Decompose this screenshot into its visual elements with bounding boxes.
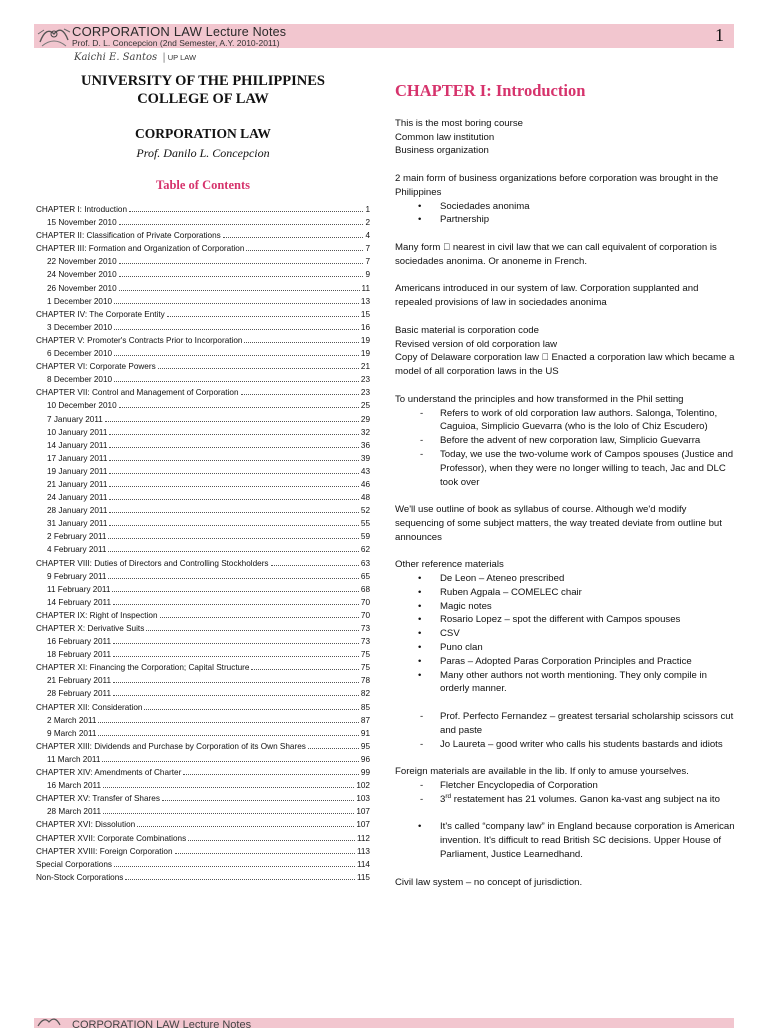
professors-list	[395, 710, 735, 751]
toc-dot-leader	[114, 295, 359, 304]
toc-entry-label: Special Corporations	[36, 859, 113, 869]
toc-entry-page: 68	[360, 584, 370, 594]
toc-entry-page: 19	[360, 335, 370, 345]
toc-entry-chapter[interactable]	[36, 858, 370, 871]
toc-dot-leader	[162, 792, 354, 801]
list-item: • Partnership	[395, 213, 735, 227]
toc-entry-page: 25	[360, 401, 370, 411]
course-title: CORPORATION LAW	[135, 126, 271, 141]
toc-entry-date[interactable]	[36, 295, 370, 308]
civil-law-paragraph: Civil law system – no concept of jurisdiction.	[395, 876, 583, 888]
basic-material-paragraph: Basic material is corporation code Revised version of old corporation law Copy of Delaware corporation law Enacted a corporation law which became a model of all corporation laws in the US	[395, 324, 725, 378]
toc-entry-label: CHAPTER V: Promoter's Contracts Prior to Incorporation	[36, 335, 243, 345]
toc-entry-label: 1 December 2010	[47, 296, 113, 306]
toc-entry-page: 75	[360, 663, 370, 673]
toc-entry-label: 24 January 2011	[47, 493, 108, 503]
toc-dot-leader	[125, 871, 355, 880]
toc-entry-date[interactable]	[36, 478, 370, 491]
toc-dot-leader	[146, 622, 359, 631]
toc-entry-page: 75	[360, 650, 370, 660]
toc-dot-leader	[175, 845, 355, 854]
toc-entry-page: 1	[365, 205, 370, 214]
understand-paragraph: To understand the principles and how transformed in the Phil setting	[395, 393, 684, 405]
toc-entry-page: 4	[365, 231, 370, 241]
toc-dot-leader	[160, 609, 359, 618]
toc-entry-date[interactable]	[36, 530, 370, 543]
list-item: - Prof. Perfecto Fernandez – greatest tersarial scholarship scissors cut and paste	[395, 710, 735, 738]
toc-dot-leader	[119, 268, 364, 277]
toc-entry-date[interactable]	[36, 399, 370, 412]
toc-dot-leader	[98, 714, 358, 723]
toc-entry-label: 7 January 2011	[47, 414, 103, 424]
toc-dot-leader	[109, 504, 359, 513]
toc-entry-date[interactable]	[36, 452, 370, 465]
toc-entry-date[interactable]	[36, 727, 370, 740]
professor-name: Prof. Danilo L. Concepcion	[136, 146, 270, 160]
toc-dot-leader	[114, 858, 355, 867]
two-forms-paragraph: 2 main form of business organizations before corporation was brought in the Philippines	[395, 172, 719, 198]
toc-entry-label: 2 March 2011	[47, 715, 97, 725]
toc-entry-label: 2 February 2011	[47, 532, 107, 542]
toc-entry-chapter[interactable]	[36, 832, 370, 845]
toc-entry-label: 16 February 2011	[47, 637, 112, 647]
toc-entry-label: 3 December 2010	[47, 322, 113, 332]
toc-entry-page: 16	[360, 322, 370, 332]
toc-entry-label: 11 February 2011	[47, 584, 111, 594]
list-item: • It's called “company law” in England because corporation is American invention. It's difficult to read British SC decisions. Upper House of Parliament, Justice Learnedhand.	[395, 820, 735, 861]
toc-dot-leader	[109, 465, 359, 474]
toc-dot-leader	[188, 832, 355, 841]
toc-entry-chapter[interactable]	[36, 557, 370, 570]
toc-dot-leader	[113, 674, 359, 683]
list-item: • Rosario Lopez – spot the different with Campos spouses	[395, 613, 735, 627]
toc-entry-chapter[interactable]	[36, 818, 370, 831]
toc-entry-page: 102	[356, 781, 370, 791]
toc-entry-page: 63	[360, 558, 370, 568]
toc-entry-chapter[interactable]	[36, 766, 370, 779]
toc-entry-label: 4 February 2011	[47, 545, 107, 555]
toc-entry-page: 36	[360, 440, 370, 450]
toc-dot-leader	[119, 255, 364, 264]
toc-dot-leader	[114, 321, 359, 330]
toc-entry-date[interactable]	[36, 635, 370, 648]
toc-entry-date[interactable]	[36, 268, 370, 281]
left-column	[36, 70, 370, 884]
school-seal-icon	[36, 20, 72, 50]
chapter-title: CHAPTER I: Introduction	[395, 81, 586, 100]
toc-entry-label: CHAPTER VIII: Duties of Directors and Controlling Stockholders	[36, 558, 269, 568]
toc-entry-page: 114	[356, 859, 370, 869]
toc-dot-leader	[109, 426, 359, 435]
toc-entry-date[interactable]	[36, 373, 370, 386]
toc-dot-leader	[109, 491, 359, 500]
toc-entry-date[interactable]	[36, 216, 370, 229]
toc-dot-leader	[109, 452, 359, 461]
toc-entry-label: 16 March 2011	[47, 781, 102, 791]
toc-entry-page: 115	[356, 872, 370, 882]
toc-entry-label: 11 March 2011	[47, 754, 101, 764]
toc-dot-leader	[271, 557, 359, 566]
toc-entry-page: 59	[360, 532, 370, 542]
toc-entry-page: 29	[360, 414, 370, 424]
toc-entry-page: 39	[360, 453, 370, 463]
toc-entry-label: 6 December 2010	[47, 349, 113, 359]
toc-entry-chapter[interactable]	[36, 360, 370, 373]
list-item: • Ruben Agpala – COMELEC chair	[395, 586, 735, 600]
toc-entry-page: 70	[360, 597, 370, 607]
page-header	[0, 0, 768, 70]
other-references-heading: Other reference materials	[395, 559, 504, 571]
toc-entry-label: 28 January 2011	[47, 506, 108, 516]
toc-entry-page: 7	[365, 244, 370, 254]
toc-entry-label: CHAPTER XVII: Corporate Combinations	[36, 833, 187, 843]
toc-dot-leader	[109, 439, 359, 448]
list-item: • CSV	[395, 627, 735, 641]
toc-entry-page: 7	[365, 257, 370, 267]
many-form-paragraph: Many form nearest in civil law that we can call equivalent of corporation is sociedades anonima. Or anoneme in French.	[395, 241, 707, 267]
toc-entry-page: 85	[360, 702, 370, 712]
toc-dot-leader	[246, 242, 363, 251]
toc-entry-page: 78	[360, 676, 370, 686]
understand-list	[395, 407, 735, 490]
toc-entry-chapter[interactable]	[36, 203, 370, 216]
toc-entry-label: CHAPTER XVI: Dissolution	[36, 820, 136, 830]
toc-entry-page: 32	[360, 427, 370, 437]
list-item: • Paras – Adopted Paras Corporation Principles and Practice	[395, 655, 735, 669]
toc-entry-chapter[interactable]	[36, 740, 370, 753]
toc-dot-leader	[223, 229, 364, 238]
toc-entry-label: CHAPTER XII: Consideration	[36, 702, 143, 712]
toc-entry-page: 112	[356, 833, 370, 843]
toc-entry-label: 28 February 2011	[47, 689, 112, 699]
toc-entry-label: CHAPTER XIII: Dividends and Purchase by Corporation of its Own Shares	[36, 741, 306, 751]
toc-title: Table of Contents	[156, 178, 250, 192]
toc-entry-page: 43	[360, 466, 370, 476]
toc-entry-date[interactable]	[36, 413, 370, 426]
toc-dot-leader	[108, 570, 358, 579]
toc-dot-leader	[114, 373, 359, 382]
list-item: - Refers to work of old corporation law authors. Salonga, Tolentino, Caguioa, Simplicio Guevarra (who is the lolo of Chiz Escudero)	[395, 407, 735, 435]
toc-entry-page: 82	[360, 689, 370, 699]
toc-entry-date[interactable]	[36, 779, 370, 792]
toc-entry-date[interactable]	[36, 648, 370, 661]
toc-dot-leader	[113, 687, 359, 696]
toc-entry-page: 15	[360, 309, 370, 319]
toc-entry-date[interactable]	[36, 753, 370, 766]
toc-entry-page: 62	[360, 545, 370, 555]
toc-entry-page: 107	[356, 807, 370, 817]
toc-entry-page: 103	[356, 794, 370, 804]
toc-entry-label: 9 March 2011	[47, 728, 97, 738]
toc-entry-date[interactable]	[36, 687, 370, 700]
toc-entry-chapter[interactable]	[36, 792, 370, 805]
toc-entry-date[interactable]	[36, 543, 370, 556]
toc-dot-leader	[98, 727, 358, 736]
toc-entry-label: 31 January 2011	[47, 519, 108, 529]
toc-entry-label: CHAPTER VII: Control and Management of Corporation	[36, 388, 239, 398]
toc-dot-leader	[113, 648, 359, 657]
header-subtitle: Prof. D. L. Concepcion (2nd Semester, A.Y. 2010-2011)	[72, 38, 280, 48]
toc-entry-chapter[interactable]	[36, 871, 370, 884]
toc-entry-page: 91	[360, 728, 370, 738]
toc-entry-label: 14 January 2011	[47, 440, 108, 450]
toc-entry-label: 21 February 2011	[47, 676, 112, 686]
header-author: Kaichi E. Santos | UP LAW	[74, 52, 197, 63]
toc-entry-page: 46	[360, 479, 370, 489]
two-forms-list	[395, 200, 735, 228]
toc-entry-label: 10 December 2010	[47, 401, 117, 411]
toc-entry-label: 18 February 2011	[47, 650, 112, 660]
toc-entry-page: 96	[360, 754, 370, 764]
company-law-list	[395, 820, 735, 861]
toc-entry-date[interactable]	[36, 583, 370, 596]
toc-entry-page: 113	[356, 846, 370, 856]
toc-entry-page: 73	[360, 637, 370, 647]
toc-entry-label: 21 January 2011	[47, 479, 108, 489]
toc-entry-label: CHAPTER VI: Corporate Powers	[36, 362, 156, 372]
other-references-list	[395, 572, 735, 696]
toc-entry-label: 19 January 2011	[47, 466, 108, 476]
list-item: - Jo Laureta – good writer who calls his students bastards and idiots	[395, 738, 735, 752]
toc-entry-label: CHAPTER XVIII: Foreign Corporation	[36, 846, 173, 856]
footer-title: CORPORATION LAW Lecture Notes	[72, 1019, 252, 1031]
toc-dot-leader	[114, 347, 359, 356]
toc-entry-label: CHAPTER I: Introduction	[36, 205, 128, 214]
toc-entry-page: 87	[360, 715, 370, 725]
university-heading: UNIVERSITY OF THE PHILIPPINES COLLEGE OF LAW	[80, 73, 325, 107]
toc-entry-page: 48	[360, 493, 370, 503]
toc-dot-leader	[183, 766, 359, 775]
toc-entry-page: 52	[360, 506, 370, 516]
toc-entry-label: Non-Stock Corporations	[36, 872, 124, 882]
toc-entry-page: 19	[360, 349, 370, 359]
chapter-content	[395, 70, 735, 903]
toc-entry-label: 9 February 2011	[47, 571, 107, 581]
toc-entry-chapter[interactable]	[36, 334, 370, 347]
toc-entry-date[interactable]	[36, 674, 370, 687]
toc-entry-label: 15 November 2010	[47, 218, 117, 228]
toc-dot-leader	[108, 543, 358, 552]
list-item: • Sociedades anonima	[395, 200, 735, 214]
toc-entry-label: CHAPTER XV: Transfer of Shares	[36, 794, 160, 804]
toc-dot-leader	[241, 386, 359, 395]
toc-entry-label: CHAPTER II: Classification of Private Corporations	[36, 231, 221, 241]
toc-dot-leader	[112, 583, 358, 592]
toc-entry-page: 2	[365, 218, 370, 228]
intro-lines: This is the most boring course Common law institution Business organization	[395, 117, 523, 157]
toc-entry-page: 23	[360, 388, 370, 398]
toc-entry-chapter[interactable]	[36, 308, 370, 321]
americans-paragraph: Americans introduced in our system of law. Corporation supplanted and repealed provisions of law in sociedades anonima	[395, 283, 699, 309]
toc-dot-leader	[113, 596, 359, 605]
toc-entry-page: 55	[360, 519, 370, 529]
toc-dot-leader	[244, 334, 358, 343]
toc-entry-chapter[interactable]	[36, 661, 370, 674]
list-item: • De Leon – Ateneo prescribed	[395, 572, 735, 586]
toc-entry-label: 17 January 2011	[47, 453, 108, 463]
foreign-materials-list	[395, 779, 735, 807]
toc-entry-date[interactable]	[36, 347, 370, 360]
toc-entry-page: 95	[360, 741, 370, 751]
toc-entry-label: CHAPTER XI: Financing the Corporation; Capital Structure	[36, 663, 250, 673]
toc-dot-leader	[113, 635, 359, 644]
toc-entry-date[interactable]	[36, 504, 370, 517]
toc-entry-date[interactable]	[36, 465, 370, 478]
toc-entry-date[interactable]	[36, 596, 370, 609]
toc-entry-chapter[interactable]	[36, 622, 370, 635]
toc-entry-label: CHAPTER X: Derivative Suits	[36, 624, 145, 633]
list-item: • Magic notes	[395, 600, 735, 614]
toc-dot-leader	[158, 360, 359, 369]
toc-entry-label: CHAPTER IX: Right of Inspection	[36, 610, 158, 620]
toc-entry-page: 65	[360, 571, 370, 581]
toc-dot-leader	[119, 282, 360, 291]
outline-paragraph: We'll use outline of book as syllabus of course. Although we'd modify sequencing of some subject matters, the way treated deviate from outline but announces	[395, 504, 722, 543]
toc-entry-date[interactable]	[36, 282, 370, 295]
toc-entry-page: 73	[360, 624, 370, 633]
toc-dot-leader	[167, 308, 359, 317]
toc-entry-label: 14 February 2011	[47, 597, 112, 607]
toc-entry-label: 28 March 2011	[47, 807, 102, 817]
toc-entry-page: 107	[356, 820, 370, 830]
toc-entry-page: 21	[360, 362, 370, 372]
toc-entry-page: 11	[361, 283, 370, 293]
toc-dot-leader	[251, 661, 358, 670]
foreign-materials-paragraph: Foreign materials are available in the lib. If only to amuse yourselves.	[395, 766, 689, 778]
page-number: 1	[715, 25, 724, 45]
toc-entry-date[interactable]	[36, 570, 370, 583]
toc-entry-label: 24 November 2010	[47, 270, 117, 280]
toc-entry-date[interactable]	[36, 517, 370, 530]
toc-dot-leader	[144, 701, 358, 710]
toc-entry-date[interactable]	[36, 805, 370, 818]
toc-entry-chapter[interactable]	[36, 386, 370, 399]
toc-entry-date[interactable]	[36, 714, 370, 727]
header-title: CORPORATION LAW Lecture Notes	[72, 24, 287, 39]
toc-dot-leader	[105, 413, 359, 422]
list-item: - 3rd restatement has 21 volumes. Ganon ka-vast ang subject na ito	[395, 793, 735, 807]
toc-dot-leader	[109, 517, 359, 526]
toc-entry-chapter[interactable]	[36, 609, 370, 622]
toc-entry-label: CHAPTER IV: The Corporate Entity	[36, 309, 165, 319]
toc-entry-label: CHAPTER XIV: Amendments of Charter	[36, 768, 182, 778]
toc-dot-leader	[108, 530, 358, 539]
toc-entry-page: 9	[365, 270, 370, 280]
toc-entry-page: 13	[360, 296, 370, 306]
toc-entry-page: 70	[360, 610, 370, 620]
toc-dot-leader	[137, 818, 354, 827]
toc-entry-label: CHAPTER III: Formation and Organization of Corporation	[36, 244, 245, 254]
toc-dot-leader	[119, 399, 359, 408]
toc-entry-chapter[interactable]	[36, 242, 370, 255]
toc-dot-leader	[129, 203, 363, 212]
toc-entry-date[interactable]	[36, 255, 370, 268]
toc-entry-chapter[interactable]	[36, 845, 370, 858]
list-item: • Puno clan	[395, 641, 735, 655]
toc-dot-leader	[103, 805, 354, 814]
list-item: - Today, we use the two-volume work of Campos spouses (Justice and Professor), when they were no longer willing to teach, Jac and DLC took over	[395, 448, 735, 489]
school-seal-icon	[36, 1016, 62, 1028]
toc-entry-date[interactable]	[36, 426, 370, 439]
toc-entry-page: 23	[360, 375, 370, 385]
next-page-header	[0, 1010, 768, 1031]
toc-dot-leader	[109, 478, 359, 487]
toc-dot-leader	[103, 779, 354, 788]
list-item: • Many other authors not worth mentioning. They only compile in orderly manner.	[395, 669, 735, 697]
toc-entry-chapter[interactable]	[36, 229, 370, 242]
toc-dot-leader	[102, 753, 358, 762]
toc-entry-label: 22 November 2010	[47, 257, 117, 267]
toc-dot-leader	[308, 740, 359, 749]
list-item: - Fletcher Encyclopedia of Corporation	[395, 779, 735, 793]
toc-entry-chapter[interactable]	[36, 701, 370, 714]
toc-dot-leader	[119, 216, 364, 225]
toc-entry-label: 10 January 2011	[47, 427, 108, 437]
toc-entry-date[interactable]	[36, 491, 370, 504]
table-of-contents	[36, 203, 370, 884]
toc-entry-date[interactable]	[36, 439, 370, 452]
list-item: - Before the advent of new corporation law, Simplicio Guevarra	[395, 434, 735, 448]
toc-entry-date[interactable]	[36, 321, 370, 334]
toc-entry-label: 8 December 2010	[47, 375, 113, 385]
toc-entry-page: 99	[360, 768, 370, 778]
toc-entry-label: 26 November 2010	[47, 283, 117, 293]
